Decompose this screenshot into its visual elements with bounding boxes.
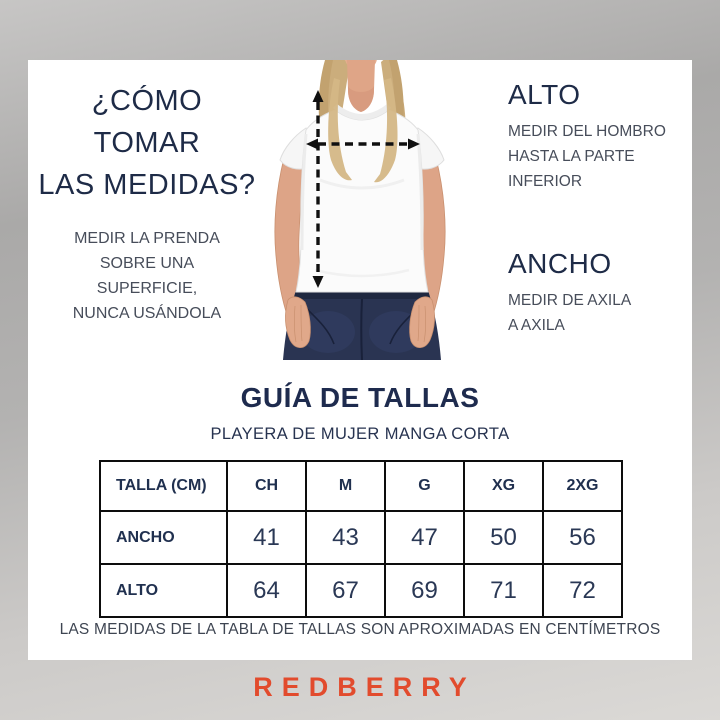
ancho-desc-line: A AXILA xyxy=(508,317,565,334)
row-label-ancho: ANCHO xyxy=(100,511,227,564)
value-cell: 47 xyxy=(385,511,464,564)
value-cell: 69 xyxy=(385,564,464,617)
how-title-line-2: LAS MEDIDAS? xyxy=(38,169,256,201)
alto-description xyxy=(508,119,680,194)
size-guide-title: GUÍA DE TALLAS xyxy=(240,382,480,413)
alto-desc-line: INFERIOR xyxy=(508,173,583,190)
neck xyxy=(345,60,377,112)
instruction-line: MEDIR LA PRENDA xyxy=(74,230,220,247)
ancho-description xyxy=(508,288,680,338)
table-row-alto xyxy=(100,564,622,617)
value-cell: 56 xyxy=(543,511,622,564)
size-guide-card xyxy=(28,60,692,660)
value-cell: 64 xyxy=(227,564,306,617)
header-cell-g: G xyxy=(385,461,464,511)
instruction-line: SUPERFICIE, xyxy=(96,280,198,297)
header-cell-2xg: 2XG xyxy=(543,461,622,511)
header-cell-m: M xyxy=(306,461,385,511)
how-to-measure-instructions xyxy=(36,226,258,326)
value-cell: 67 xyxy=(306,564,385,617)
alto-desc-line: MEDIR DEL HOMBRO xyxy=(508,123,666,140)
tshirt xyxy=(280,104,444,292)
table-header-row xyxy=(100,461,622,511)
ancho-desc-line: MEDIR DE AXILA xyxy=(508,292,632,309)
header-cell-talla: TALLA (CM) xyxy=(100,461,227,511)
value-cell: 41 xyxy=(227,511,306,564)
value-cell: 71 xyxy=(464,564,543,617)
value-cell: 43 xyxy=(306,511,385,564)
measurement-definitions xyxy=(508,78,680,338)
how-to-measure-block xyxy=(36,80,258,326)
row-label-alto: ALTO xyxy=(100,564,227,617)
brand-logo: REDBERRY xyxy=(253,672,476,702)
model-photo xyxy=(240,60,480,360)
header-cell-xg: XG xyxy=(464,461,543,511)
ancho-title: ANCHO xyxy=(508,248,612,279)
instruction-line: NUNCA USÁNDOLA xyxy=(72,305,222,322)
size-guide-subtitle: PLAYERA DE MUJER MANGA CORTA xyxy=(210,425,510,443)
table-footnote: LAS MEDIDAS DE LA TABLA DE TALLAS SON APROXIMADAS EN CENTÍMETROS xyxy=(59,621,661,638)
alto-desc-line: HASTA LA PARTE xyxy=(508,148,635,165)
how-to-measure-title xyxy=(36,80,258,206)
ancho-definition xyxy=(508,247,680,338)
alto-title: ALTO xyxy=(508,79,581,110)
value-cell: 50 xyxy=(464,511,543,564)
alto-definition xyxy=(508,78,680,194)
how-title-line-1: ¿CÓMO TOMAR xyxy=(91,85,203,159)
size-table xyxy=(99,460,623,618)
table-row-ancho xyxy=(100,511,622,564)
value-cell: 72 xyxy=(543,564,622,617)
header-cell-ch: CH xyxy=(227,461,306,511)
instruction-line: SOBRE UNA xyxy=(99,255,195,272)
